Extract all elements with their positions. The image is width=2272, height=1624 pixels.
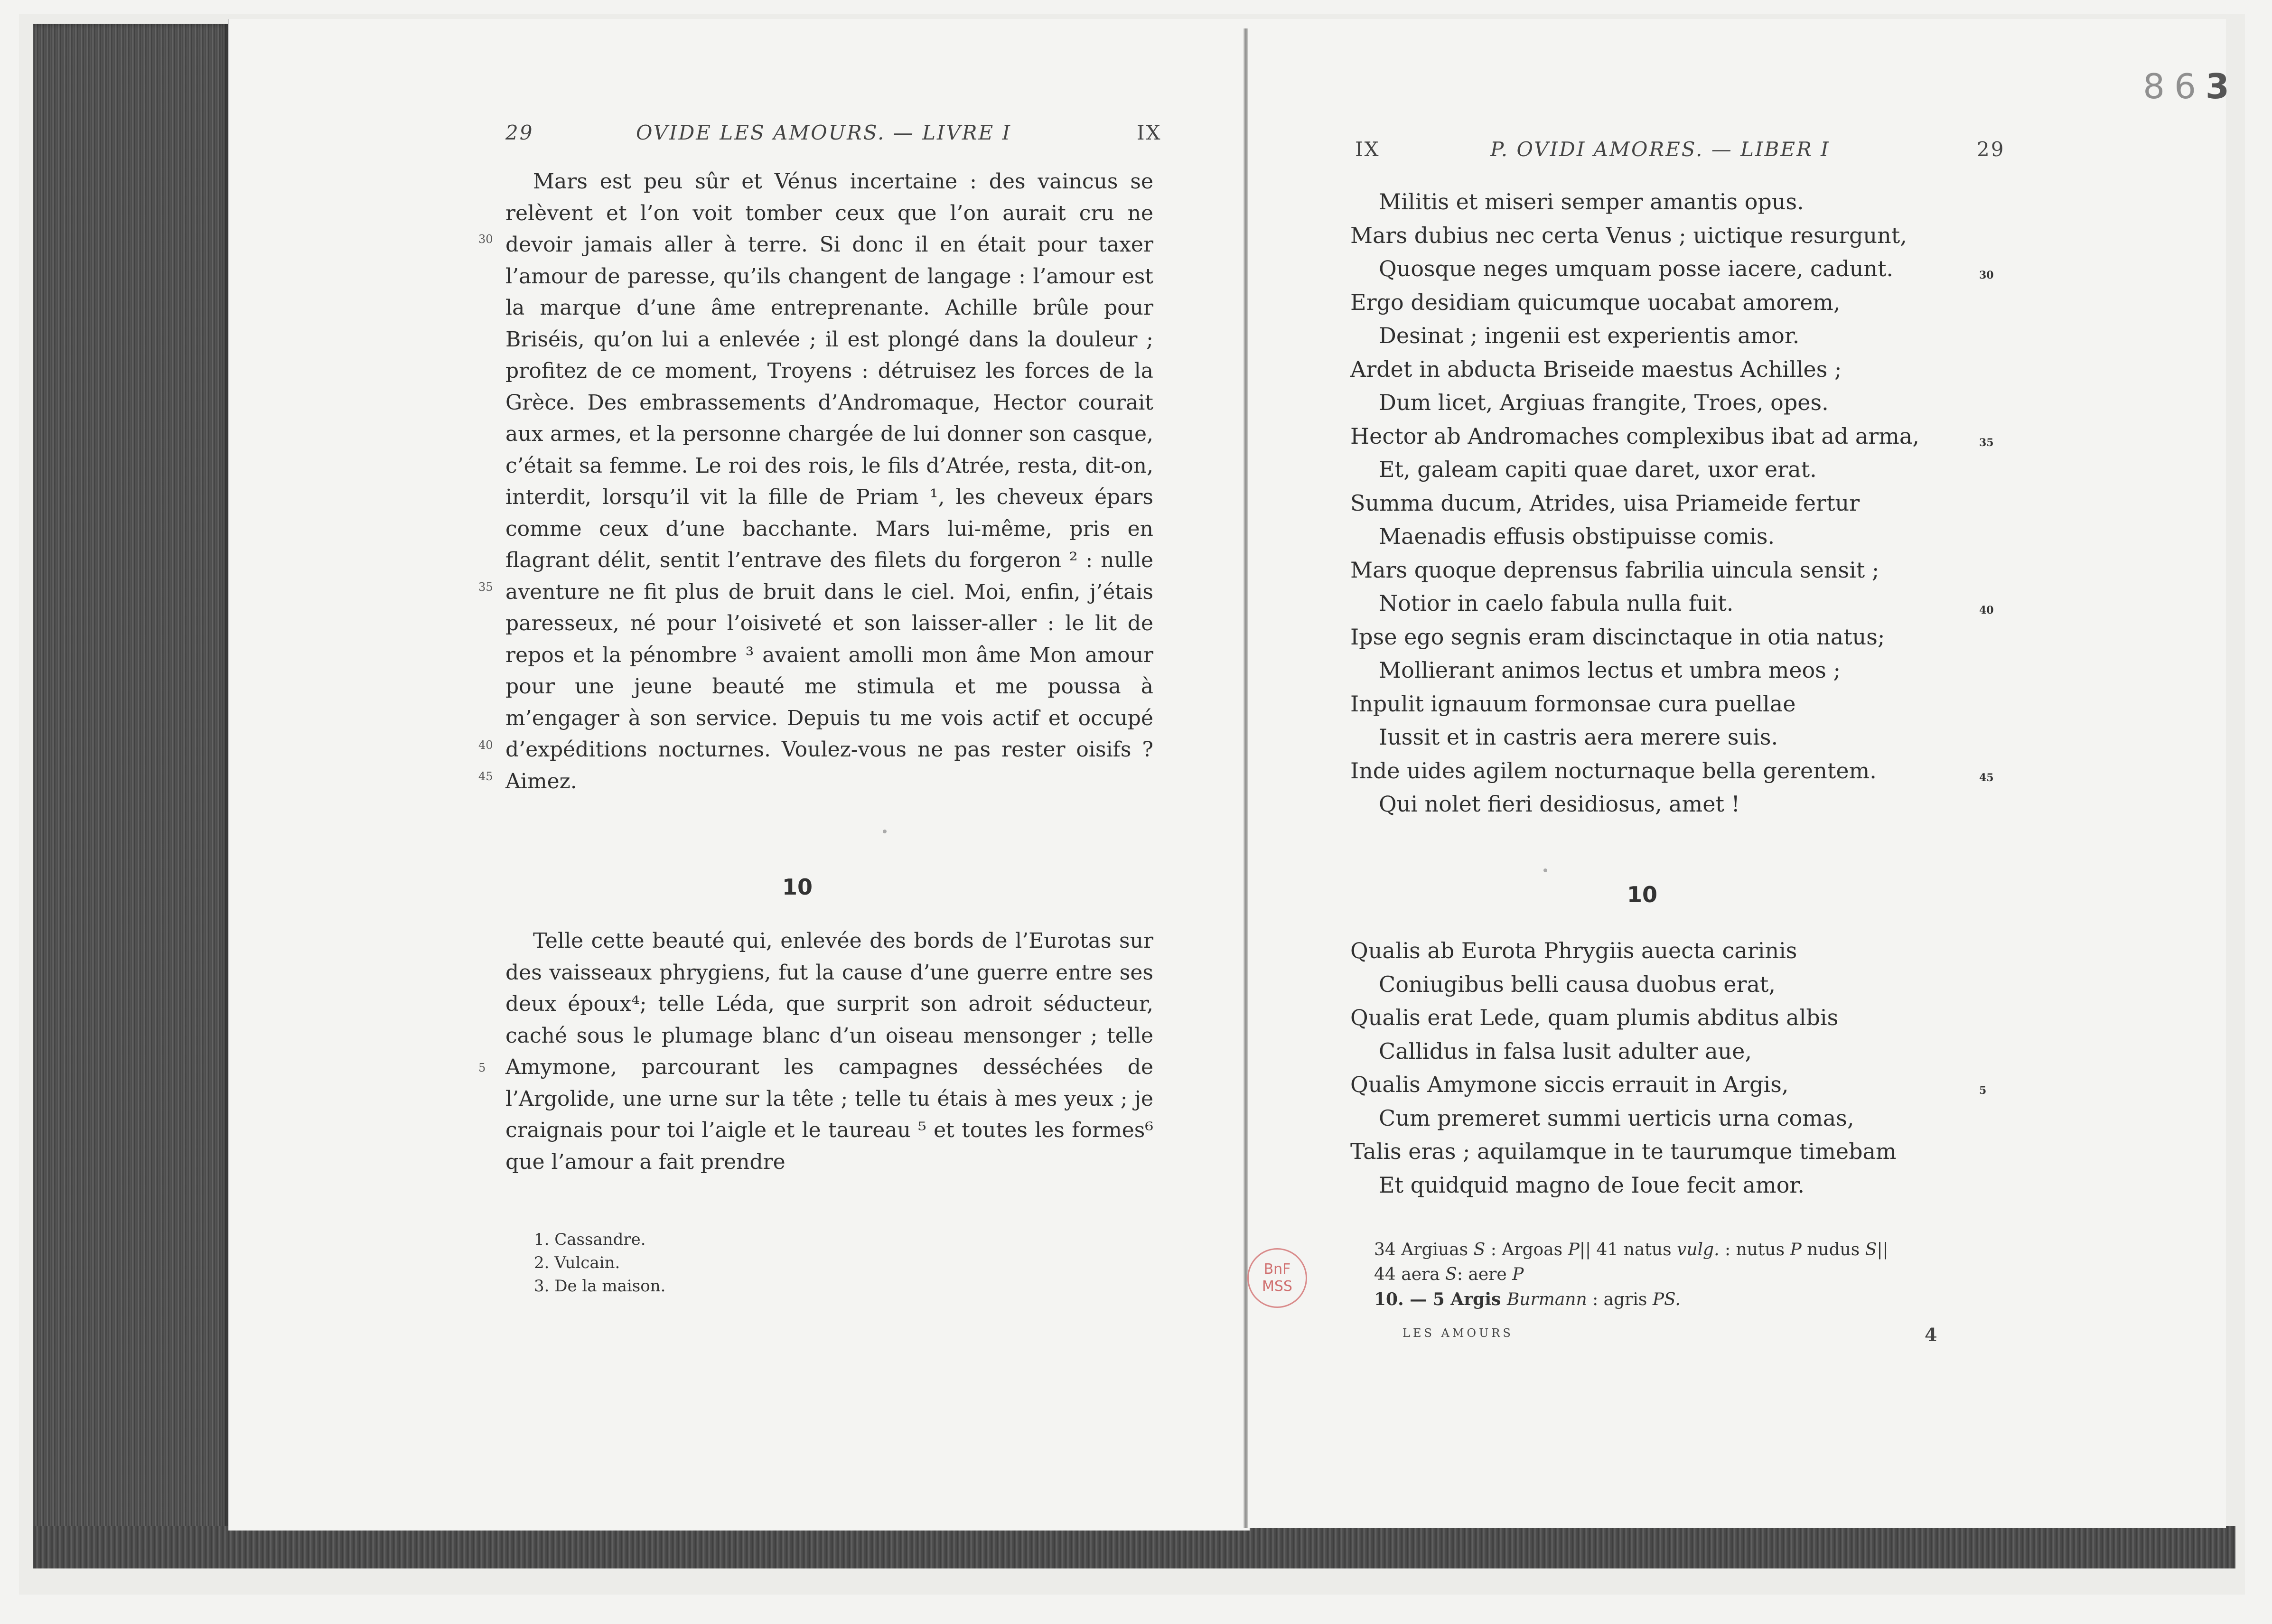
verse-line: Mars dubius nec certa Venus ; uictique resurgunt, — [1350, 222, 1907, 248]
line-number: 5 — [1979, 1084, 1987, 1097]
book-binding-edge — [33, 24, 228, 1568]
left-running-title: OVIDE LES AMOURS. — LIVRE I — [636, 121, 1012, 144]
verse-line: Quosque neges umquam posse iacere, cadunt. — [1379, 256, 1894, 281]
left-section-number: 10 — [782, 874, 813, 900]
verse-line: Summa ducum, Atrides, uisa Priameide fertur — [1350, 490, 1860, 516]
french-translation-ix: Mars est peu sûr et Vénus incertaine : des vaincus se relèvent et l’on voit tomber ceux que l’on aurait cru ne devoir jamais aller à terre. Si donc il en était pour taxer l’amour de paresse, qu’ils changent de langage : l’amour est la marque d’une âme entreprenante. Achille brûle pour Briséis, qu’on lui a enlevée ; il est plongé dans la douleur ; profitez de ce moment, Troyens : détruisez les forces de la Grèce. Des embrassements d’Andromaque, Hector courait aux armes, et la personne chargée de lui donner son casque, c’était sa femme. Le roi des rois, le fils d’Atrée, resta, dit-on, interdit, lorsqu’il vit la fille de Priam ¹, les cheveux épars comme ceux d’une bacchante. Mars lui-même, pris en flagrant délit, sentit l’entrave des filets du forgeron ² : nulle aventure ne fit plus de bruit dans le ciel. Moi, enfin, j’étais paresseux, né pour l’oisiveté et son laisser-aller : le lit de repos et la pénombre ³ avaient amolli mon âme Mon amour pour une jeune beauté me stimula et me poussa à m’engager à son service. Depuis tu me vois actif et occupé d’expéditions nocturnes. Voulez-vous ne pas rester oisifs ? Aimez. — [505, 169, 1153, 793]
line-number: 30 — [478, 233, 493, 246]
critical-apparatus — [1374, 1238, 1889, 1312]
line-number: 40 — [478, 738, 493, 752]
speck — [883, 830, 887, 833]
verse-line: Et, galeam capiti quae daret, uxor erat. — [1379, 457, 1817, 482]
verse-line: Inde uides agilem nocturnaque bella gerentem. — [1350, 757, 1877, 784]
verse-line: Mars quoque deprensus fabrilia uincula sensit ; — [1350, 557, 1879, 583]
apparatus-line: 34 Argiuas S : Argoas P|| 41 natus vulg. : nutus P nudus S|| — [1374, 1240, 1889, 1260]
left-paragraph-a — [505, 166, 1153, 797]
right-page-number: 29 — [1977, 138, 2005, 161]
right-running-title: P. OVIDI AMORES. — LIBER I — [1490, 138, 1830, 161]
verse-line: Qui nolet fieri desidiosus, amet ! — [1379, 791, 1740, 817]
line-number: 5 — [478, 1061, 486, 1074]
left-footnotes — [534, 1228, 665, 1298]
line-number: 35 — [1979, 437, 1994, 449]
verse-line: Inpulit ignauum formonsae cura puellae — [1350, 691, 1796, 717]
verse-line: Dum licet, Argiuas frangite, Troes, opes. — [1379, 390, 1829, 415]
line-number: 40 — [1979, 604, 1994, 616]
line-number: 30 — [1979, 269, 1994, 281]
verse-line: Coniugibus belli causa duobus erat, — [1379, 971, 1776, 997]
footnote: 1. Cassandre. — [534, 1230, 646, 1249]
verse-line: Militis et miseri semper amantis opus. — [1379, 189, 1804, 215]
verse-line: Et quidquid magno de Ioue fecit amor. — [1379, 1172, 1805, 1198]
verse-line: Hector ab Andromaches complexibus ibat ad arma, — [1350, 423, 1919, 449]
verse-line: Qualis Amymone siccis errauit in Argis, — [1350, 1072, 1789, 1097]
latin-verses-x — [1350, 934, 1977, 1202]
book-gutter — [1244, 28, 1248, 1528]
right-section-label: IX — [1355, 138, 1380, 161]
left-page-number: 29 — [505, 121, 534, 144]
catalog-number: 863 — [2143, 66, 2239, 106]
line-number: 45 — [1979, 772, 1994, 784]
verse-line: Notior in caelo fabula nulla fuit. — [1379, 590, 1734, 616]
verse-line: Ardet in abducta Briseide maestus Achilles ; — [1350, 356, 1842, 382]
line-number: 45 — [478, 770, 493, 783]
verse-line: Callidus in falsa lusit adulter aue, — [1379, 1038, 1752, 1064]
footnote: 2. Vulcain. — [534, 1253, 620, 1272]
french-translation-x: Telle cette beauté qui, enlevée des bords de l’Eurotas sur des vaisseaux phrygiens, fut la cause d’une guerre entre ses deux époux⁴; telle Léda, que surprit son adroit séducteur, caché sous le plumage blanc d’un oiseau mensonger ; telle Amymone, parcourant les campagnes desséchées de l’Argolide, une urne sur la tête ; telle tu étais à mes yeux ; je craignais pour toi l’aigle et le taureau ⁵ et toutes les formes⁶ que l’amour a fait prendre — [505, 929, 1153, 1174]
apparatus-line: 10. — 5 Argis Burmann : agris PS. — [1374, 1289, 1681, 1309]
verse-line: Desinat ; ingenii est experientis amor. — [1379, 323, 1800, 348]
verse-line: Ergo desidiam quicumque uocabat amorem, — [1350, 289, 1841, 315]
footnote: 3. De la maison. — [534, 1277, 666, 1296]
latin-verses-ix — [1350, 185, 1977, 821]
book-bottom-edge — [33, 1526, 2235, 1568]
verse-line: Qualis ab Eurota Phrygiis auecta carinis — [1350, 938, 1797, 963]
verse-line: Cum premeret summi uerticis urna comas, — [1379, 1105, 1854, 1131]
verse-line: Qualis erat Lede, quam plumis abditus albis — [1350, 1005, 1839, 1030]
verse-line: Mollierant animos lectus et umbra meos ; — [1379, 657, 1841, 683]
signature-mark: LES AMOURS — [1402, 1326, 1514, 1340]
left-paragraph-b — [505, 925, 1153, 1178]
verse-line: Iussit et in castris aera merere suis. — [1379, 724, 1778, 750]
apparatus-line: 44 aera S: aere P — [1374, 1265, 1524, 1284]
left-section-label: IX — [1137, 121, 1162, 144]
speck — [1543, 868, 1547, 872]
sheet-number: 4 — [1925, 1324, 1937, 1345]
verse-line: Maenadis effusis obstipuisse comis. — [1379, 523, 1775, 549]
line-number: 35 — [478, 580, 493, 594]
right-section-number: 10 — [1627, 882, 1658, 907]
verse-line: Talis eras ; aquilamque in te taurumque timebam — [1350, 1139, 1897, 1164]
verse-line: Ipse ego segnis eram discinctaque in otia natus; — [1350, 624, 1885, 650]
bnf-library-stamp: BnF MSS — [1247, 1248, 1307, 1308]
